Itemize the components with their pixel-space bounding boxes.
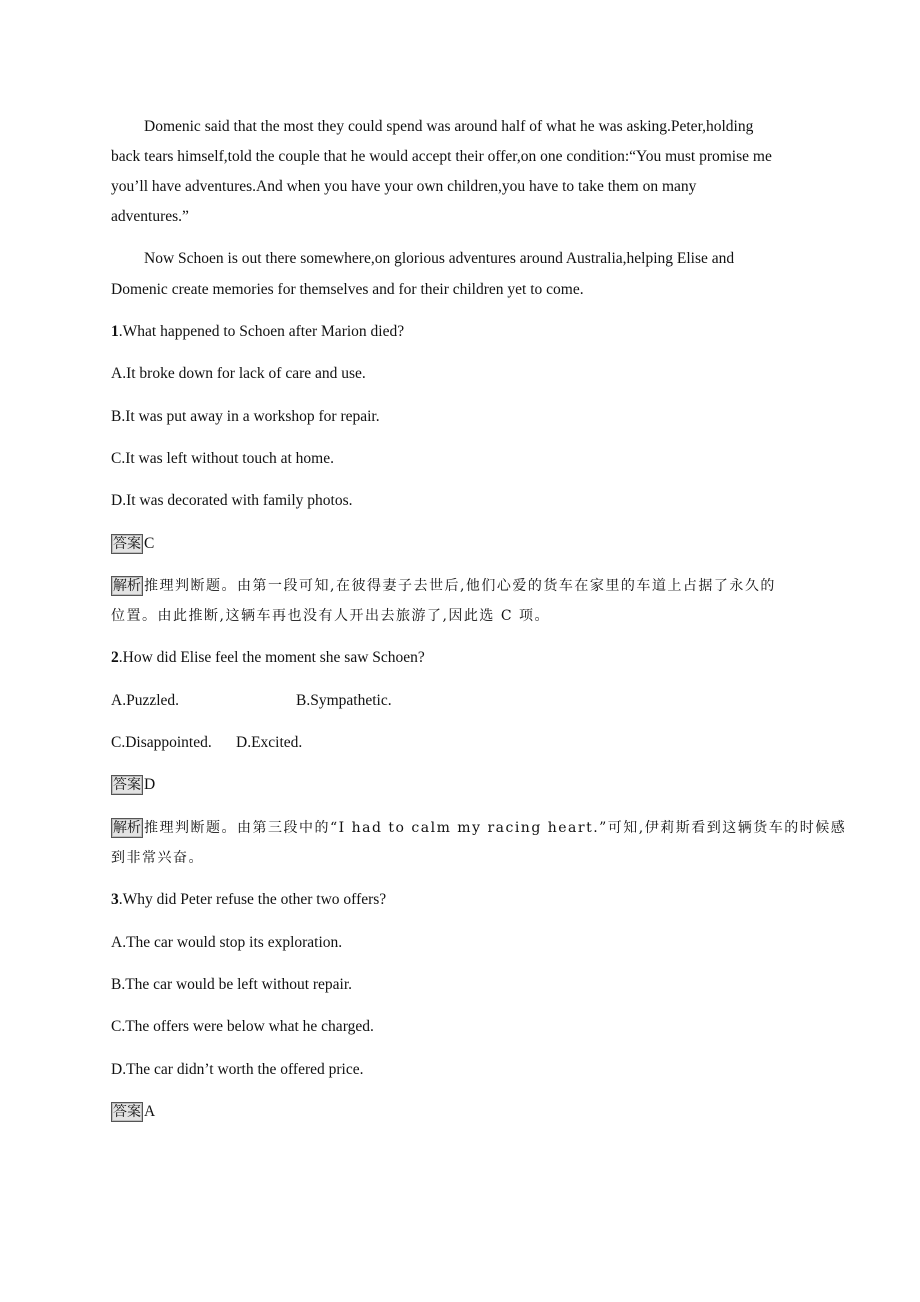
analysis-text: 位置。由此推断,这辆车再也没有人开出去旅游了,因此选 C 项。 (111, 608, 551, 624)
answer-value: A (144, 1103, 156, 1120)
answer-value: D (144, 776, 156, 793)
option: B.Sympathetic. (296, 692, 392, 709)
answer-tag: 答案 (113, 1104, 141, 1121)
question-text: .How did Elise feel the moment she saw Schoen? (118, 649, 425, 666)
analysis-row (111, 576, 776, 596)
answer-tag: 答案 (113, 536, 141, 553)
answer-row (111, 775, 155, 795)
analysis-text: 到非常兴奋。 (111, 850, 204, 866)
question-number: 3 (111, 891, 119, 908)
answer-tag: 答案 (113, 777, 141, 794)
question-number: 1 (111, 323, 119, 340)
analysis-text: 推理判断题。由第三段中的“I had to calm my racing heart.”可知,伊莉斯看到这辆货车的时候感 (144, 820, 847, 836)
option: B.It was put away in a workshop for repair. (111, 408, 380, 425)
question-2 (111, 648, 425, 668)
option: A.The car would stop its exploration. (111, 934, 343, 951)
option: C.It was left without touch at home. (111, 450, 334, 467)
question-text: .What happened to Schoen after Marion died? (118, 323, 405, 340)
passage-line: adventures.” (111, 208, 189, 225)
option: B.The car would be left without repair. (111, 976, 353, 993)
passage-line: Now Schoen is out there somewhere,on glorious adventures around Australia,helping Elise and (144, 250, 735, 267)
option: D.Excited. (236, 734, 303, 751)
passage-line: Domenic create memories for themselves and for their children yet to come. (111, 281, 584, 298)
option: A.Puzzled. (111, 692, 180, 709)
analysis-tag: 解析 (113, 578, 141, 595)
analysis-row (111, 818, 846, 838)
answer-value: C (144, 535, 155, 552)
option: D.The car didn’t worth the offered price. (111, 1061, 364, 1078)
question-number: 2 (111, 649, 119, 666)
analysis-tag: 解析 (113, 820, 141, 837)
answer-row (111, 1102, 155, 1122)
option: D.It was decorated with family photos. (111, 492, 353, 509)
passage-line: back tears himself,told the couple that he would accept their offer,on one condition:“You must promise me (111, 148, 772, 165)
analysis-text: 推理判断题。由第一段可知,在彼得妻子去世后,他们心爱的货车在家里的车道上占据了永久的 (144, 578, 776, 594)
passage-line: you’ll have adventures.And when you have your own children,you have to take them on many (111, 178, 697, 195)
answer-row (111, 534, 154, 554)
option: C.Disappointed. (111, 734, 212, 751)
question-3 (111, 890, 386, 910)
question-text: .Why did Peter refuse the other two offers? (118, 891, 387, 908)
question-1 (111, 322, 404, 342)
option: C.The offers were below what he charged. (111, 1018, 374, 1035)
passage-line: Domenic said that the most they could spend was around half of what he was asking.Peter,holding (144, 118, 754, 135)
option: A.It broke down for lack of care and use. (111, 365, 366, 382)
